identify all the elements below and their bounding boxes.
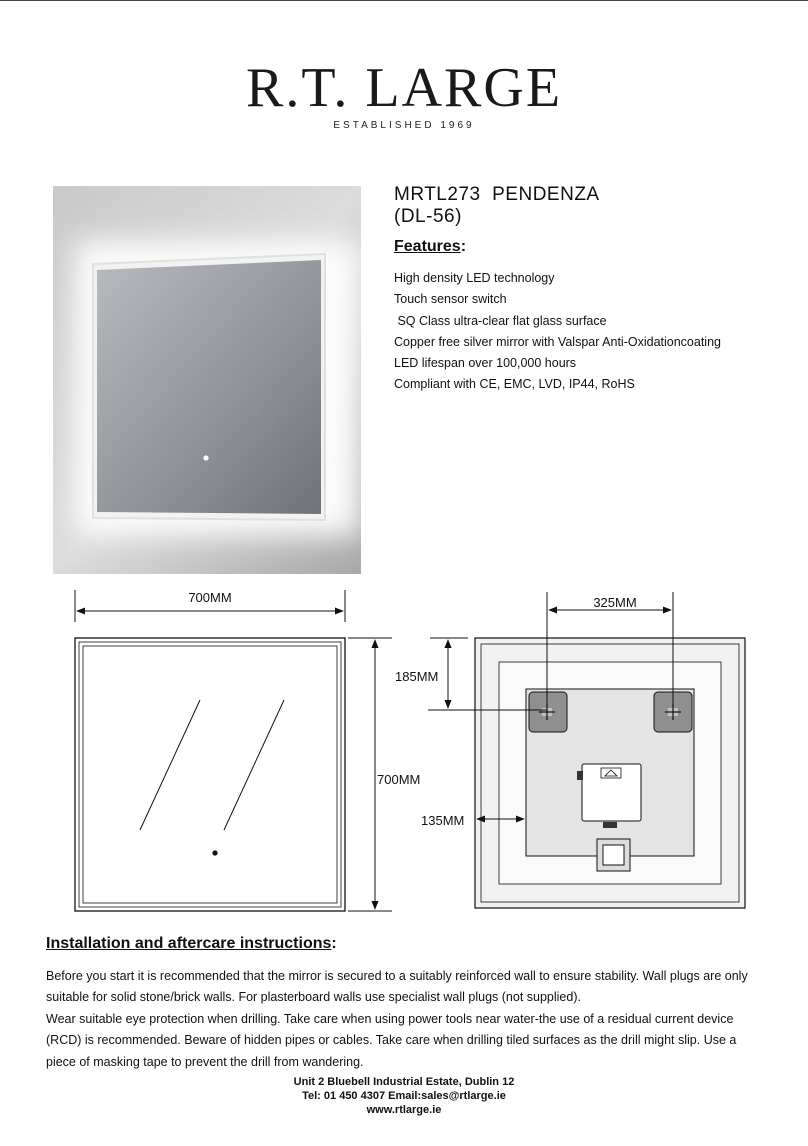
feature-item: LED lifespan over 100,000 hours xyxy=(394,356,577,371)
features-heading-text: Features xyxy=(394,238,461,255)
footer-address: Unit 2 Bluebell Industrial Estate, Dublin 12 xyxy=(293,1076,515,1088)
touch-sensor-icon xyxy=(212,850,217,855)
touch-sensor-icon xyxy=(203,455,208,460)
brand-tagline: ESTABLISHED 1969 xyxy=(333,120,475,131)
footer-website: www.rtlarge.ie xyxy=(366,1104,442,1116)
bracket-spacing-label: 325MM xyxy=(593,595,637,610)
features-heading-colon: : xyxy=(460,238,467,255)
top-border xyxy=(0,0,808,1)
technical-drawings xyxy=(0,580,808,920)
brand-logo: R.T. LARGE xyxy=(245,57,563,119)
mirror-photo-illustration xyxy=(53,186,361,574)
installation-paragraph: Wear suitable eye protection when drilling. Take care when using power tools near water-the use of a residual current device (RCD) is recommended. Beware of hidden pipes or cables. Take care when drilling tiled surfaces as the drill might slip. Use a piece of masking tape to prevent the drill from wandering. xyxy=(46,1011,737,1069)
product-model: MRTL273 PENDENZA xyxy=(394,184,600,205)
product-title xyxy=(394,184,600,228)
features-heading xyxy=(394,238,466,256)
product-code: (DL-56) xyxy=(394,206,462,227)
mounting-bracket-left xyxy=(529,692,567,732)
feature-item: Touch sensor switch xyxy=(394,292,507,307)
footer xyxy=(0,1075,808,1117)
installation-text xyxy=(46,966,766,1073)
installation-heading-text: Installation and aftercare instructions xyxy=(46,935,332,952)
top-offset-label: 185MM xyxy=(395,669,439,684)
feature-item: High density LED technology xyxy=(394,271,555,285)
cable-outlet xyxy=(597,839,630,871)
feature-item: Compliant with CE, EMC, LVD, IP44, RoHS xyxy=(394,377,635,392)
driver-box xyxy=(577,764,641,828)
product-photo xyxy=(53,186,361,574)
feature-item: SQ Class ultra-clear flat glass surface xyxy=(394,313,607,328)
front-view-drawing xyxy=(75,590,420,911)
footer-contact: Tel: 01 450 4307 Email:sales@rtlarge.ie xyxy=(302,1090,506,1102)
feature-item: Copper free silver mirror with Valspar Anti-Oxidationcoating xyxy=(394,334,721,349)
installation-paragraph: Before you start it is recommended that the mirror is secured to a suitably reinforced wall to ensure stability. Wall plugs are only suitable for solid stone/brick walls. For plasterboard walls use specialist wall plugs (not supplied). xyxy=(46,969,748,1005)
side-offset-label: 135MM xyxy=(421,813,465,828)
installation-heading-colon: : xyxy=(331,935,337,952)
features-list xyxy=(394,268,721,396)
width-dimension-label: 700MM xyxy=(188,590,232,605)
rear-view-drawing xyxy=(395,592,745,908)
installation-heading xyxy=(46,935,337,953)
height-dimension-label: 700MM xyxy=(377,772,421,787)
